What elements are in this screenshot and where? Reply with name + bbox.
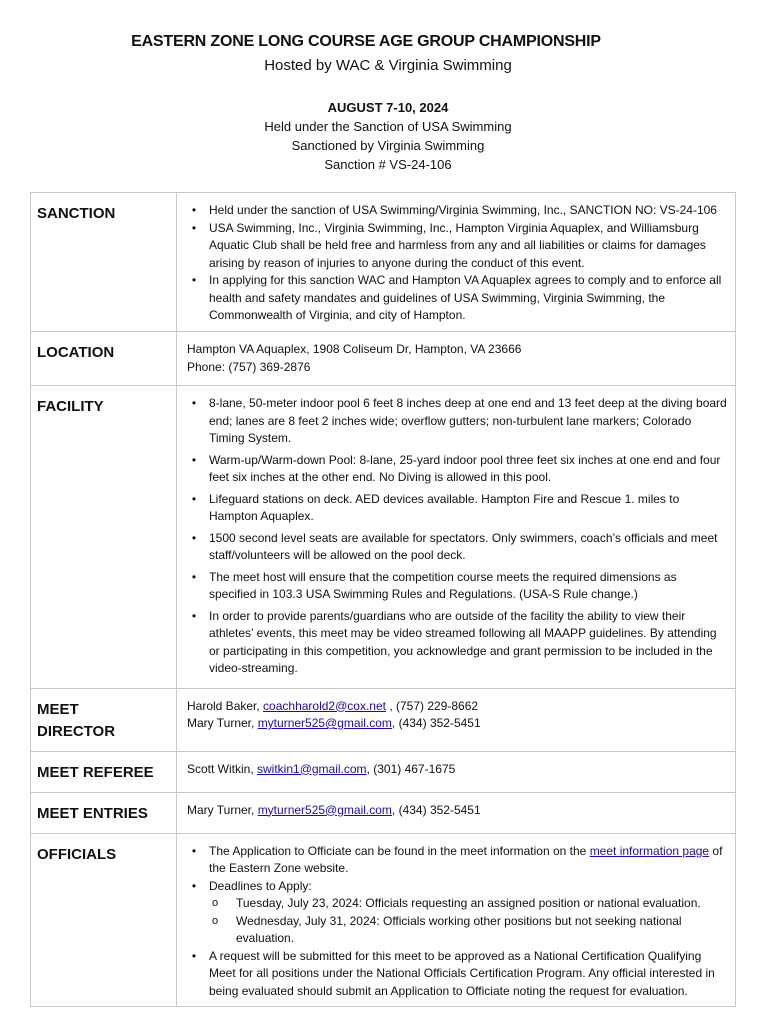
list-item: • Warm-up/Warm-down Pool: 8-lane, 25-yard indoor pool three feet six inches at one end and four feet six inches at the other end. No Diving is allowed in this pool. (187, 452, 727, 487)
sanction-label: SANCTION (31, 193, 177, 332)
facility-label: FACILITY (31, 386, 177, 689)
facility-row (31, 386, 736, 689)
meet-entries-content: Mary Turner, myturner525@gmail.com, (434) 352-5451 (177, 792, 736, 833)
sanction-list (187, 202, 727, 325)
list-item: • Deadlines to Apply: o Tuesday, July 23, 2024: Officials requesting an assigned position or national evaluation. o Wednesday, July 31, 2024: Officials working other positions but not seeking national evaluation. (187, 878, 727, 948)
document-title: EASTERN ZONE LONG COURSE AGE GROUP CHAMPIONSHIP (131, 33, 601, 50)
sanction-number: Sanction # VS-24-106 (324, 157, 452, 172)
facility-list (187, 395, 727, 678)
list-item: • In order to provide parents/guardians who are outside of the facility the ability to view their athletes’ events, this meet may be video streamed following all MAAPP guidelines. By attending or participating in this competition, you acknowledge and grant permission to be included in the video-streaming. (187, 608, 727, 678)
bullet-icon: • (191, 608, 197, 623)
list-item: • Held under the sanction of USA Swimming/Virginia Swimming, Inc., SANCTION NO: VS-24-106 (187, 202, 727, 220)
location-address: Hampton VA Aquaplex, 1908 Coliseum Dr, Hampton, VA 23666 (187, 342, 522, 356)
location-content (177, 332, 736, 386)
meet-director-content (177, 688, 736, 751)
meet-entries-label: MEET ENTRIES (31, 792, 177, 833)
deadlines-sublist (209, 895, 727, 948)
bullet-icon: • (191, 569, 197, 584)
list-item: • 1500 second level seats are available for spectators. Only swimmers, coach’s officials and meet staff/volunteers will be allowed on the pool deck. (187, 530, 727, 565)
officials-list (187, 843, 727, 1001)
bullet-icon: • (191, 878, 197, 893)
director-contact-1: Harold Baker, coachharold2@cox.net , (757) 229-8662 (187, 698, 479, 713)
sanction-content (177, 193, 736, 332)
officials-content (177, 833, 736, 1007)
officials-row (31, 833, 736, 1007)
meet-info-table (30, 192, 736, 1007)
circle-bullet-icon: o (211, 897, 219, 909)
bullet-icon: • (191, 948, 197, 963)
list-item: • A request will be submitted for this meet to be approved as a National Certification Qualifying Meet for all positions under the National Officials Certification Program. Any official interested in being evaluated should submit an Application to Officiate noting the request for evaluation. (187, 948, 727, 1001)
director-email-link-1[interactable]: coachharold2@cox.net (263, 698, 386, 713)
meet-entries-row (31, 792, 736, 833)
list-item: • 8-lane, 50-meter indoor pool 6 feet 8 inches deep at one end and 13 feet deep at the diving board end; lanes are 8 feet 2 inches wide; overflow gutters; non-turbulent lane markers; Colorado Timing System. (187, 395, 727, 448)
meet-referee-row (31, 751, 736, 792)
officials-label: OFFICIALS (31, 833, 177, 1007)
director-email-link-2[interactable]: myturner525@gmail.com (257, 716, 392, 730)
bullet-icon: • (191, 843, 197, 858)
bullet-icon: • (191, 530, 197, 545)
list-item: • USA Swimming, Inc., Virginia Swimming, Inc., Hampton Virginia Aquaplex, and Williamsburg Aquatic Club shall be held free and harmless from any and all liabilities or claims for damages arising by reason of injuries to anyone during the conduct of this event. (187, 220, 727, 273)
held-under-sanction: Held under the Sanction of USA Swimming (264, 119, 512, 134)
sub-list-item: o Wednesday, July 31, 2024: Officials working other positions but not seeking national evaluation. (209, 913, 727, 948)
bullet-icon: • (191, 220, 197, 235)
meet-referee-content: Scott Witkin, switkin1@gmail.com, (301) 467-1675 (177, 751, 736, 792)
bullet-icon: • (191, 396, 197, 410)
bullet-icon: • (191, 203, 197, 217)
list-item: • In applying for this sanction WAC and Hampton VA Aquaplex agrees to comply and to enforce all health and safety mandates and guidelines of USA Swimming, Virginia Swimming, the Commonwealth of Virginia, and city of Hampton. (187, 272, 727, 325)
list-item: • The meet host will ensure that the competition course meets the required dimensions as specified in 103.3 USA Swimming Rules and Regulations. (USA-S Rule change.) (187, 569, 727, 604)
meet-director-label: MEET DIRECTOR (31, 688, 177, 751)
meet-information-page-link[interactable]: meet information page (589, 843, 710, 858)
facility-content (177, 386, 736, 689)
location-label: LOCATION (31, 332, 177, 386)
list-item: • The Application to Officiate can be found in the meet information on the meet information page of the Eastern Zone website. (187, 843, 727, 878)
location-row (31, 332, 736, 386)
sanction-row (31, 193, 736, 332)
bullet-icon: • (191, 491, 197, 506)
list-item: • Lifeguard stations on deck. AED devices available. Hampton Fire and Rescue 1. miles to Hampton Aquaplex. (187, 491, 727, 526)
meet-referee-label: MEET REFEREE (31, 751, 177, 792)
location-phone: Phone: (757) 369-2876 (187, 359, 311, 374)
sub-list-item: o Tuesday, July 23, 2024: Officials requesting an assigned position or national evaluation. (209, 895, 727, 913)
sanctioned-by: Sanctioned by Virginia Swimming (291, 138, 485, 153)
entries-email-link[interactable]: myturner525@gmail.com (257, 802, 392, 817)
bullet-icon: • (191, 452, 197, 467)
circle-bullet-icon: o (211, 914, 219, 927)
director-contact-2: Mary Turner, myturner525@gmail.com, (434) 352-5451 (187, 716, 481, 730)
referee-email-link[interactable]: switkin1@gmail.com (257, 761, 367, 776)
meet-director-row (31, 688, 736, 751)
meet-dates: AUGUST 7-10, 2024 (327, 100, 449, 115)
bullet-icon: • (191, 273, 197, 287)
hosted-by: Hosted by WAC & Virginia Swimming (264, 57, 512, 74)
